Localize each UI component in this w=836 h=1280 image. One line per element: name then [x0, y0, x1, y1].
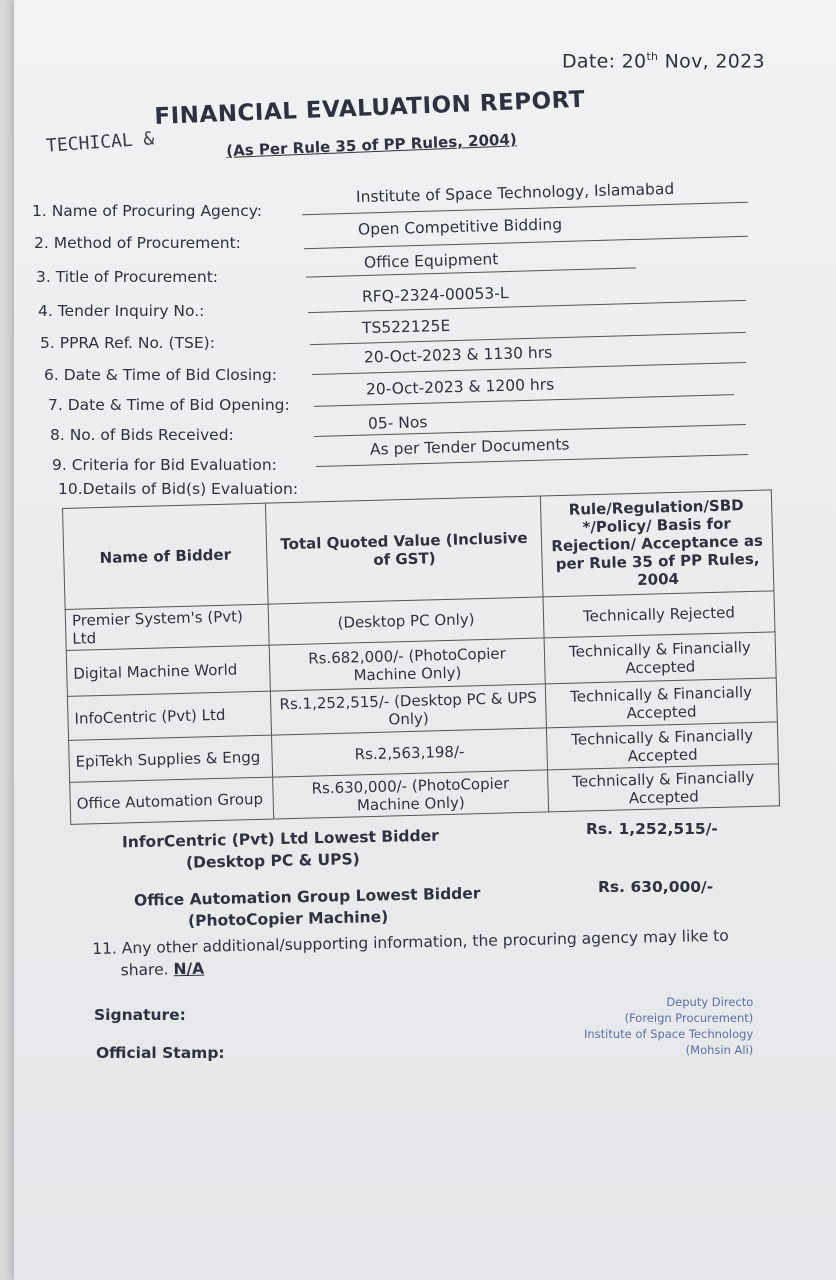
cell-bidder: Office Automation Group — [70, 777, 274, 824]
cell-bidder: EpiTekh Supplies & Engg — [69, 735, 273, 782]
stamp-line: (Foreign Procurement) — [624, 1011, 754, 1025]
field-value-criteria: As per Tender Documents — [369, 435, 570, 459]
field-label-tender: 4. Tender Inquiry No.: — [38, 302, 205, 320]
bid-evaluation-table — [62, 489, 780, 824]
additional-info-line1: 11. Any other additional/supporting information, the procuring agency may like to — [92, 926, 729, 958]
cell-basis: Technically & Financially Accepted — [544, 632, 776, 684]
signature-label: Signature: — [94, 1006, 186, 1024]
cell-value: Rs.2,563,198/- — [272, 728, 548, 777]
additional-share-label: share. — [120, 960, 169, 980]
stamp-line: Institute of Space Technology — [584, 1027, 754, 1041]
cell-bidder: Premier System's (Pvt) Ltd — [65, 604, 269, 650]
field-label-agency: 1. Name of Procuring Agency: — [32, 202, 263, 220]
details-label: 10.Details of Bid(s) Evaluation: — [58, 480, 299, 498]
field-value-opening: 20-Oct-2023 & 1200 hrs — [365, 375, 555, 399]
additional-value: N/A — [173, 959, 205, 979]
additional-info — [92, 925, 729, 982]
stamp-line: (Mohsin Ali) — [685, 1043, 754, 1057]
cell-value: Rs.682,000/- (PhotoCopier Machine Only) — [269, 638, 545, 691]
header-bidder: Name of Bidder — [63, 503, 269, 609]
field-value-bids: 05- Nos — [367, 413, 428, 433]
field-value-closing: 20-Oct-2023 & 1130 hrs — [363, 343, 553, 367]
cell-basis: Technically & Financially Accepted — [548, 764, 780, 812]
official-stamp-label: Official Stamp: — [96, 1044, 225, 1062]
field-value-title: Office Equipment — [363, 250, 499, 272]
field-label-title: 3. Title of Procurement: — [36, 268, 218, 286]
field-label-criteria: 9. Criteria for Bid Evaluation: — [52, 456, 277, 474]
field-label-method: 2. Method of Procurement: — [34, 234, 241, 252]
summary-2-amount: Rs. 630,000/- — [598, 878, 714, 896]
field-label-opening: 7. Date & Time of Bid Opening: — [48, 396, 290, 414]
cell-value: (Desktop PC Only) — [268, 597, 544, 645]
official-stamp — [584, 994, 753, 1058]
field-value-tender: RFQ-2324-00053-L — [361, 284, 509, 306]
report-subtitle: (As Per Rule 35 of PP Rules, 2004) — [226, 130, 518, 160]
handwritten-title-prefix: TECHICAL & — [45, 128, 155, 157]
field-value-method: Open Competitive Bidding — [357, 215, 563, 239]
summary-1-line1: InforCentric (Pvt) Ltd Lowest Bidder — [121, 826, 439, 852]
cell-value: Rs.1,252,515/- (Desktop PC & UPS Only) — [270, 684, 546, 735]
field-label-ppra: 5. PPRA Ref. No. (TSE): — [40, 334, 215, 352]
cell-basis: Technically & Financially Accepted — [546, 722, 778, 770]
stamp-line: Deputy Directo — [666, 995, 754, 1009]
summary-1-amount: Rs. 1,252,515/- — [586, 820, 718, 838]
cell-basis: Technically Rejected — [543, 591, 775, 638]
report-title: FINANCIAL EVALUATION REPORT — [154, 86, 586, 130]
header-basis: Rule/Regulation/SBD */Policy/ Basis for Rejection/ Acceptance as per Rule 35 of PP Rules, 2004 — [540, 490, 774, 597]
cell-value: Rs.630,000/- (PhotoCopier Machine Only) — [273, 770, 549, 819]
cell-basis: Technically & Financially Accepted — [545, 678, 777, 728]
summary-2-line2: (PhotoCopier Machine) — [187, 907, 389, 931]
field-label-bids: 8. No. of Bids Received: — [50, 426, 234, 444]
cell-bidder: Digital Machine World — [66, 645, 270, 696]
field-value-agency: Institute of Space Technology, Islamabad — [355, 179, 675, 207]
table-header-row — [63, 490, 774, 610]
cell-bidder: InfoCentric (Pvt) Ltd — [67, 691, 271, 740]
field-value-ppra: TS522125E — [361, 316, 451, 338]
report-date: Date: 20th Nov, 2023 — [562, 50, 765, 73]
summary-2-line1: Office Automation Group Lowest Bidder — [133, 884, 481, 910]
document-page — [14, 0, 836, 1280]
summary-1-line2: (Desktop PC & UPS) — [185, 850, 360, 872]
header-value: Total Quoted Value (Inclusive of GST) — [265, 496, 543, 604]
field-label-closing: 6. Date & Time of Bid Closing: — [44, 366, 278, 384]
